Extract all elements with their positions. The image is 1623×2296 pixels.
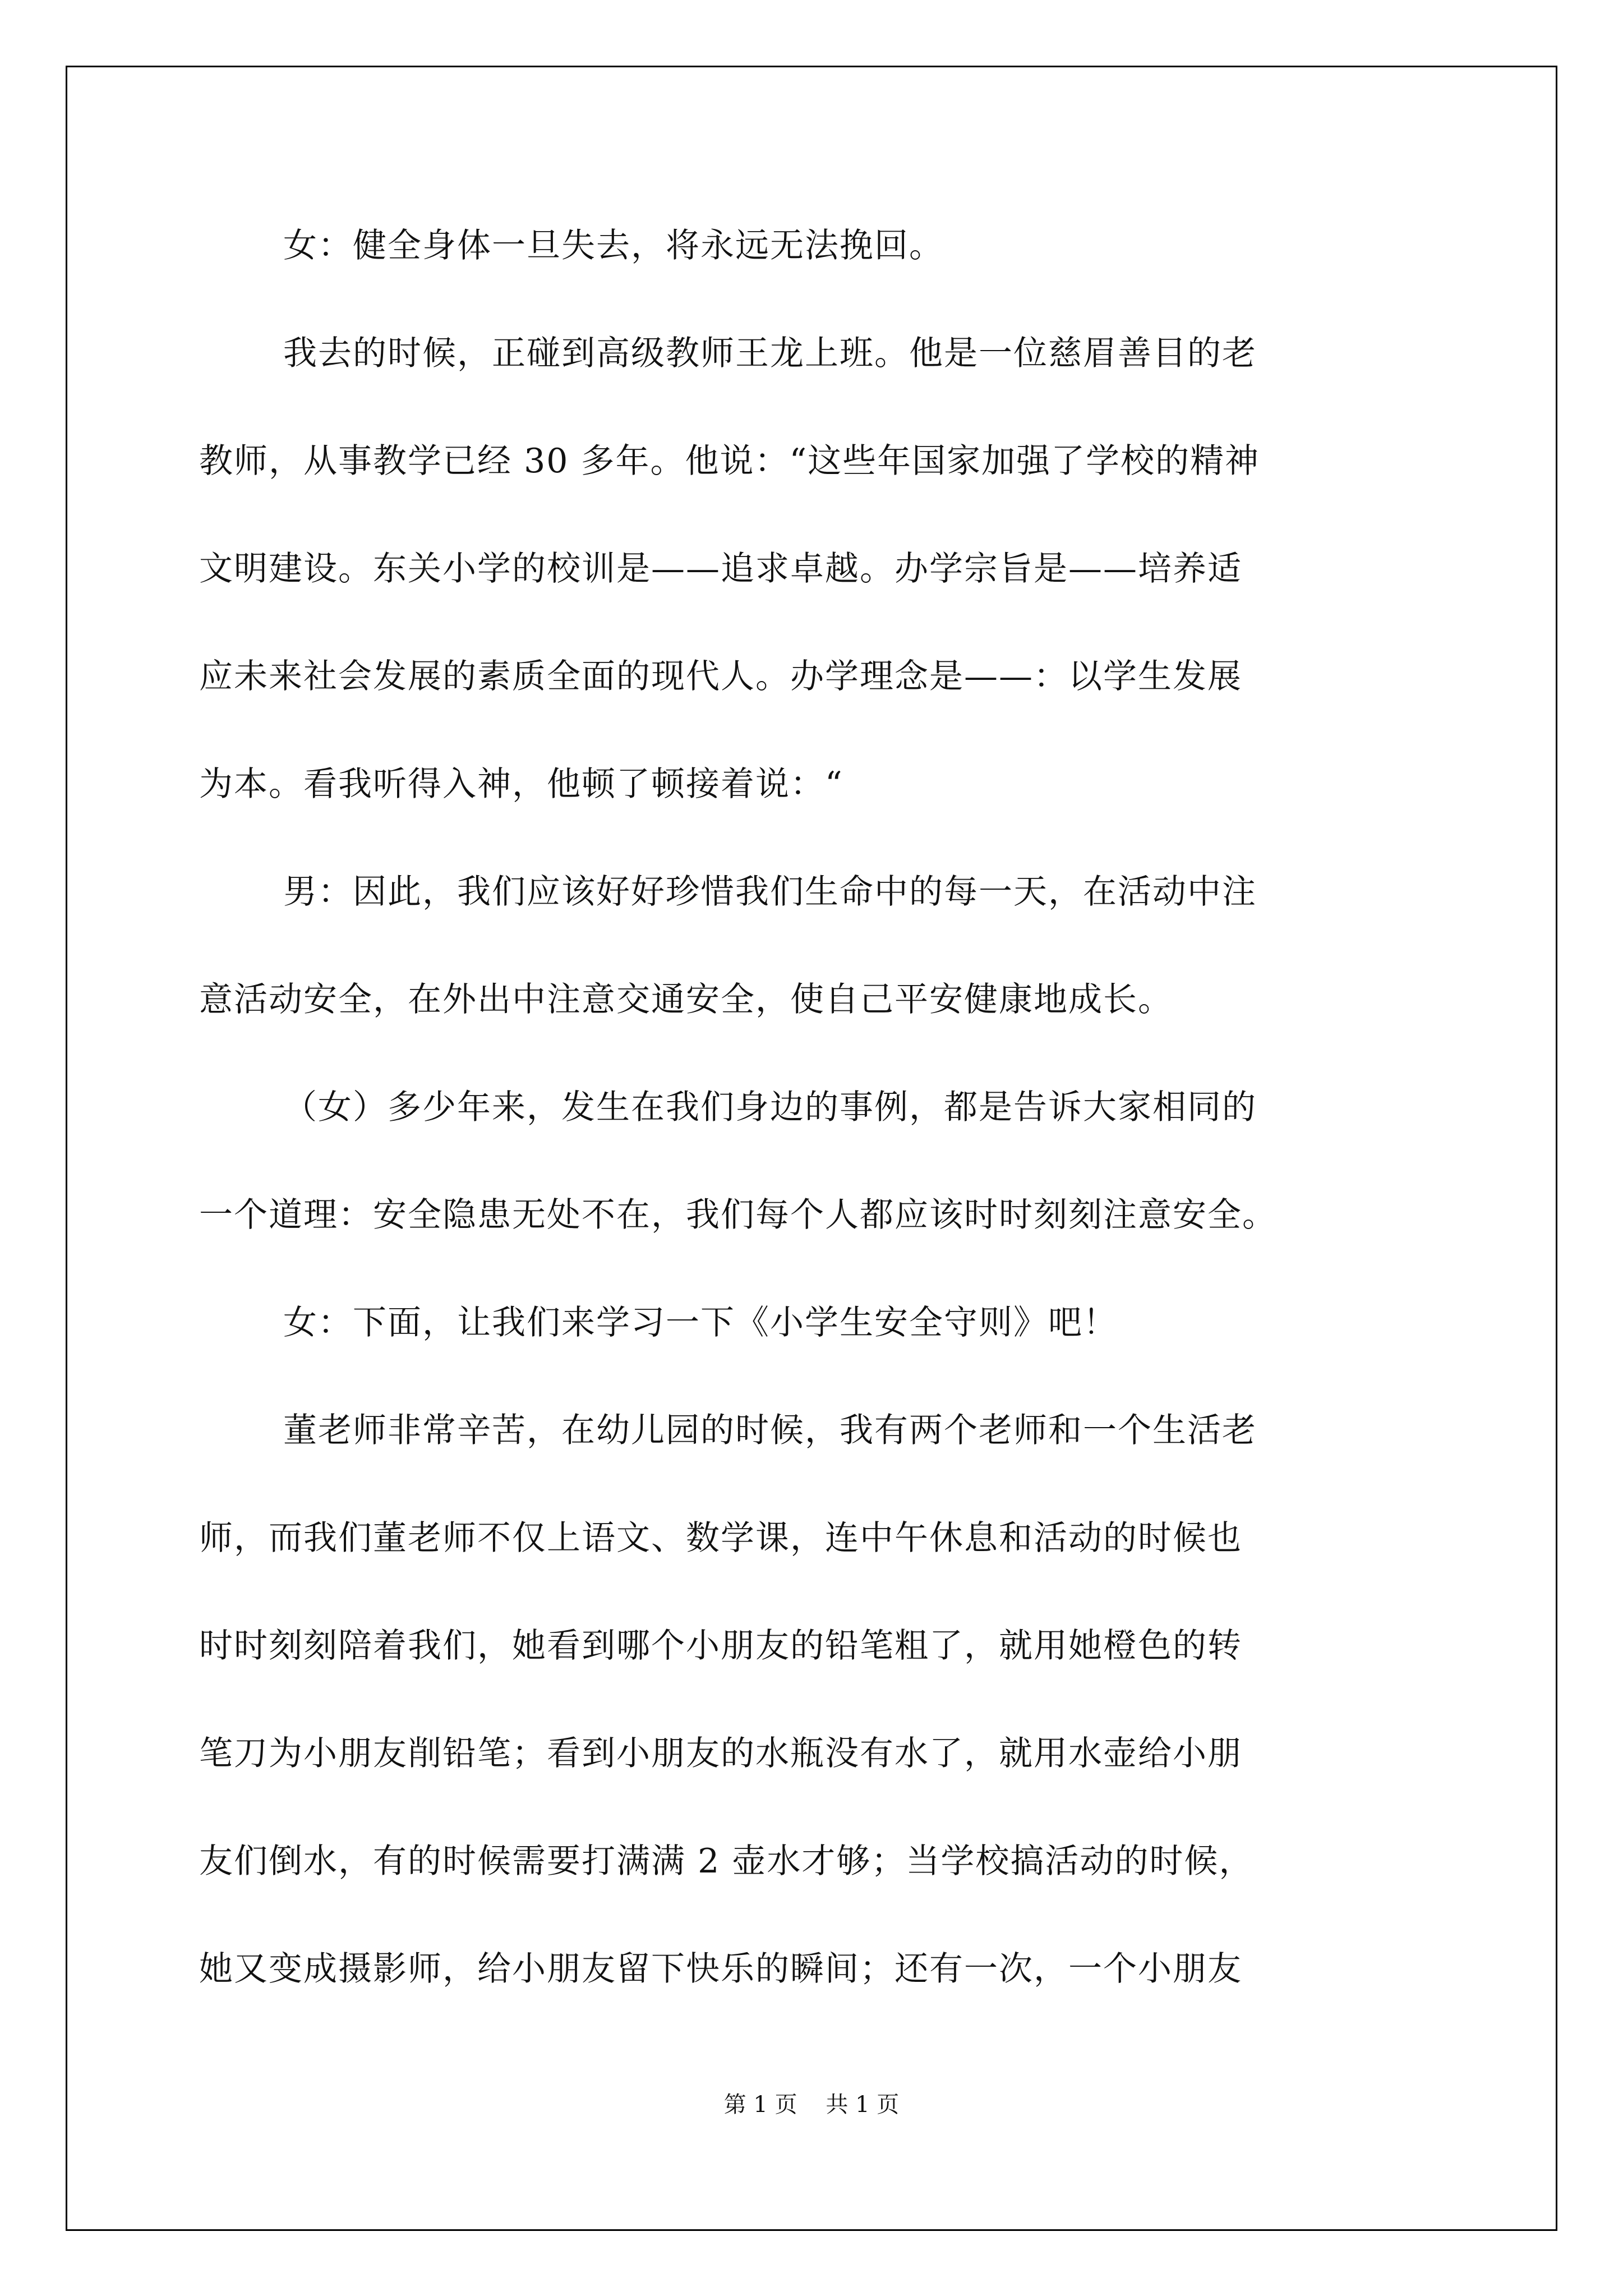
paragraph-line: 一个道理：安全隐患无处不在，我们每个人都应该时时刻刻注意安全。	[199, 1195, 1277, 1235]
paragraph-line: 为本。看我听得入神，他顿了顿接着说：“	[199, 765, 843, 804]
paragraph-line: 教师，从事教学已经 30 多年。他说：“这些年国家加强了学校的精神	[199, 441, 1260, 481]
paragraph-line: 笔刀为小朋友削铅笔；看到小朋友的水瓶没有水了，就用水壶给小朋	[199, 1734, 1242, 1773]
page-border	[66, 66, 1557, 2231]
paragraph-line: 时时刻刻陪着我们，她看到哪个小朋友的铅笔粗了，就用她橙色的转	[199, 1626, 1242, 1665]
paragraph-line: 女：健全身体一旦失去，将永远无法挽回。	[283, 226, 944, 265]
paragraph-line: 她又变成摄影师，给小朋友留下快乐的瞬间；还有一次，一个小朋友	[199, 1949, 1242, 1989]
paragraph-line: 董老师非常辛苦，在幼儿园的时候，我有两个老师和一个生活老	[283, 1411, 1257, 1450]
paragraph-line: 男：因此，我们应该好好珍惜我们生命中的每一天，在活动中注	[283, 872, 1257, 912]
paragraph-line: 意活动安全，在外出中注意交通安全，使自己平安健康地成长。	[199, 980, 1173, 1019]
paragraph-line: （女）多少年来，发生在我们身边的事例，都是告诉大家相同的	[283, 1088, 1257, 1127]
paragraph-line: 友们倒水，有的时候需要打满满 2 壶水才够；当学校搞活动的时候，	[199, 1842, 1254, 1881]
page-footer: 第 1 页 共 1 页	[723, 2092, 900, 2118]
paragraph-line: 我去的时候，正碰到高级教师王龙上班。他是一位慈眉善目的老	[283, 334, 1257, 373]
paragraph-line: 应未来社会发展的素质全面的现代人。办学理念是——：以学生发展	[199, 657, 1242, 696]
paragraph-line: 文明建设。东关小学的校训是——追求卓越。办学宗旨是——培养适	[199, 549, 1242, 588]
paragraph-line: 女：下面，让我们来学习一下《小学生安全守则》吧！	[283, 1303, 1118, 1342]
paragraph-line: 师，而我们董老师不仅上语文、数学课，连中午休息和活动的时候也	[199, 1519, 1242, 1558]
